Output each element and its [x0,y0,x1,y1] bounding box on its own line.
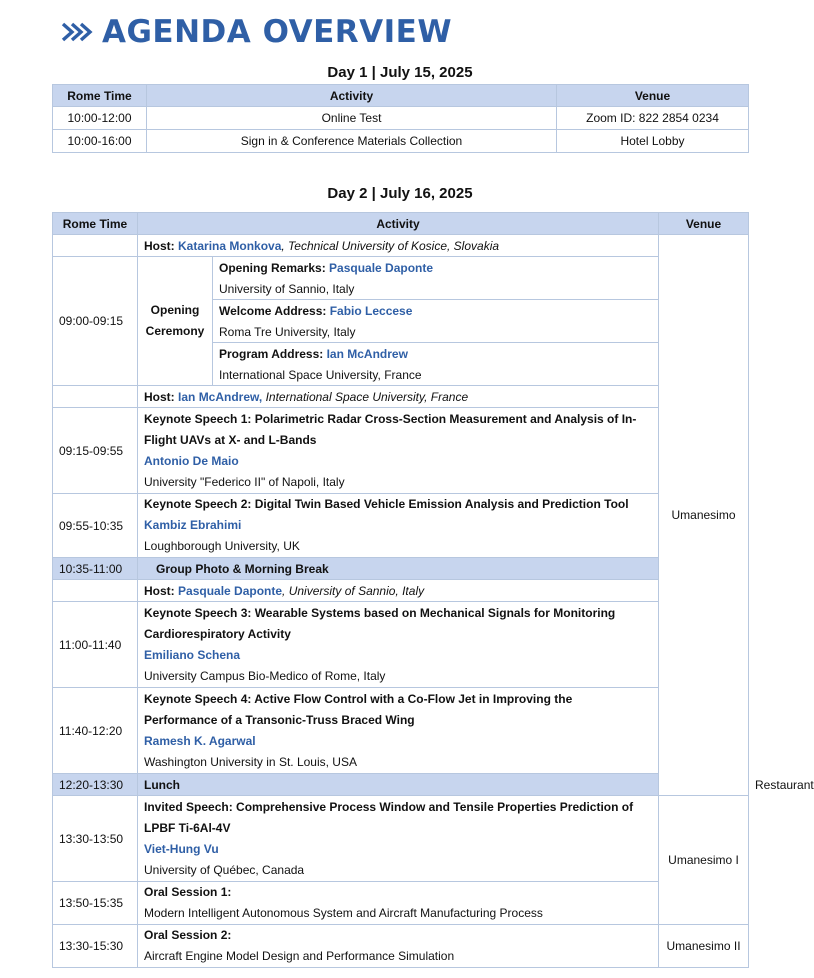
table-row [53,796,749,882]
talk-title-line2: Flight UAVs at X- and L-Bands [144,432,317,447]
host-cell [138,235,659,257]
table-row [53,257,749,279]
session-topic: Modern Intelligent Autonomous System and Aircraft Manufacturing Process [144,906,543,920]
time-cell: 13:30-15:30 [53,925,138,968]
speaker-affiliation: Roma Tre University, Italy [213,322,659,343]
page-title: AGENDA OVERVIEW [102,14,453,50]
talk-title-line1: Keynote Speech 2: Digital Twin Based Vehicle Emission Analysis and Prediction Tool [144,497,629,511]
opening-label-line2: Ceremony [145,324,205,338]
speaker-name: Ramesh K. Agarwal [144,733,256,748]
table-row [53,925,749,968]
address-label: Opening Remarks: [219,260,330,275]
day1-agenda-table [52,84,749,153]
column-header-venue: Venue [557,85,749,107]
talk-title-line1: Keynote Speech 3: Wearable Systems based on Mechanical Signals for Monitoring [144,605,616,620]
table-row [53,408,749,494]
break-row [53,558,749,580]
keynote-1-cell [138,408,659,494]
talk-title-line2: Performance of a Transonic-Truss Braced Wing [144,712,415,727]
talk-title-line2: LPBF Ti-6Al-4V [144,820,231,835]
day2-heading: Day 2 | July 16, 2025 [327,185,473,202]
lunch-row: 12:20-13:30 Lunch Restaurant [53,774,749,796]
host-row [53,235,749,257]
speaker-name: Emiliano Schena [144,647,241,662]
venue-cell-umanesimo-2: Umanesimo II [659,925,749,968]
host-row [53,580,749,602]
speaker-affiliation: University of Québec, Canada [144,862,305,877]
venue-cell: Zoom ID: 822 2854 0234 [557,107,749,130]
host-name: Ian McAndrew, [178,389,263,404]
activity-cell: Online Test [147,107,557,130]
host-affiliation: International Space University, France [262,389,469,404]
keynote-3-cell [138,602,659,688]
table-row [53,494,749,558]
host-name: Pasquale Daponte [178,583,283,598]
column-header-activity: Activity [138,213,659,235]
keynote-2-cell [138,494,659,558]
host-label: Host: [144,583,175,598]
opening-remarks [213,257,659,279]
speaker-affiliation: Washington University in St. Louis, USA [144,754,357,769]
speaker-name: Ian McAndrew [326,346,408,361]
time-cell: 10:00-16:00 [53,130,147,153]
welcome-address [213,300,659,322]
speaker-affiliation: University "Federico II" of Napoli, Italy [144,474,345,489]
column-header-time: Rome Time [53,85,147,107]
host-name: Katarina Monkova [178,238,282,253]
table-row [53,882,749,925]
time-cell: 11:40-12:20 [53,688,138,774]
session-label: Oral Session 1: [144,885,232,899]
column-header-venue: Venue [659,213,749,235]
time-cell: 09:55-10:35 [53,494,138,558]
table-row [53,602,749,688]
time-cell [53,235,138,257]
speaker-name: Antonio De Maio [144,453,239,468]
session-topic: Aircraft Engine Model Design and Performance Simulation [144,949,455,963]
time-cell: 11:00-11:40 [53,602,138,688]
speaker-affiliation: International Space University, France [213,365,659,386]
time-cell: 09:00-09:15 [53,257,138,386]
speaker-affiliation: Loughborough University, UK [144,539,300,553]
host-affiliation: , University of Sannio, Italy [282,583,425,598]
address-label: Program Address: [219,346,327,361]
host-cell [138,386,659,408]
day2-agenda-table [52,212,814,968]
venue-cell: Hotel Lobby [557,130,749,153]
talk-title-line1: Keynote Speech 4: Active Flow Control with a Co-Flow Jet in Improving the [144,691,573,706]
time-cell: 12:20-13:30 [53,774,138,796]
speaker-name: Viet-Hung Vu [144,841,219,856]
time-cell [53,580,138,602]
talk-title-line1: Keynote Speech 1: Polarimetric Radar Cross-Section Measurement and Analysis of In- [144,411,637,426]
table-row [53,688,749,774]
host-label: Host: [144,389,175,404]
oral-session-2-cell [138,925,659,968]
keynote-4-cell [138,688,659,774]
table-header-row [53,85,749,107]
oral-session-1-cell [138,882,659,925]
talk-title-line1: Invited Speech: Comprehensive Process Window and Tensile Properties Prediction of [144,799,634,814]
table-row [53,107,749,130]
double-chevron-icon [60,21,92,43]
host-row [53,386,749,408]
address-label: Welcome Address: [219,303,330,318]
speaker-affiliation: University Campus Bio-Medico of Rome, Italy [144,668,386,683]
speaker-affiliation: University of Sannio, Italy [213,279,659,300]
venue-cell-main: Umanesimo [659,235,749,796]
time-cell: 09:15-09:55 [53,408,138,494]
speaker-name: Fabio Leccese [329,303,413,318]
break-label: Group Photo & Morning Break [138,558,659,580]
time-cell: 10:00-12:00 [53,107,147,130]
lunch-label: Lunch [138,774,659,796]
invited-speech-cell [138,796,659,882]
column-header-activity: Activity [147,85,557,107]
time-cell [53,386,138,408]
host-label: Host: [144,238,175,253]
time-cell: 13:50-15:35 [53,882,138,925]
opening-ceremony-label [138,257,213,386]
time-cell: 13:30-13:50 [53,796,138,882]
program-address [213,343,659,365]
activity-cell: Sign in & Conference Materials Collection [147,130,557,153]
day1-heading: Day 1 | July 15, 2025 [327,64,473,81]
speaker-name: Pasquale Daponte [329,260,434,275]
column-header-time: Rome Time [53,213,138,235]
host-cell [138,580,659,602]
table-row [53,130,749,153]
table-header-row [53,213,749,235]
page-header [60,10,452,54]
opening-label-line1: Opening [150,303,200,317]
venue-cell-umanesimo-1: Umanesimo I [659,796,749,925]
speaker-name: Kambiz Ebrahimi [144,518,242,532]
time-cell: 10:35-11:00 [53,558,138,580]
session-label: Oral Session 2: [144,928,232,942]
talk-title-line2: Cardiorespiratory Activity [144,626,291,641]
host-affiliation: , Technical University of Kosice, Slovakia [281,238,500,253]
